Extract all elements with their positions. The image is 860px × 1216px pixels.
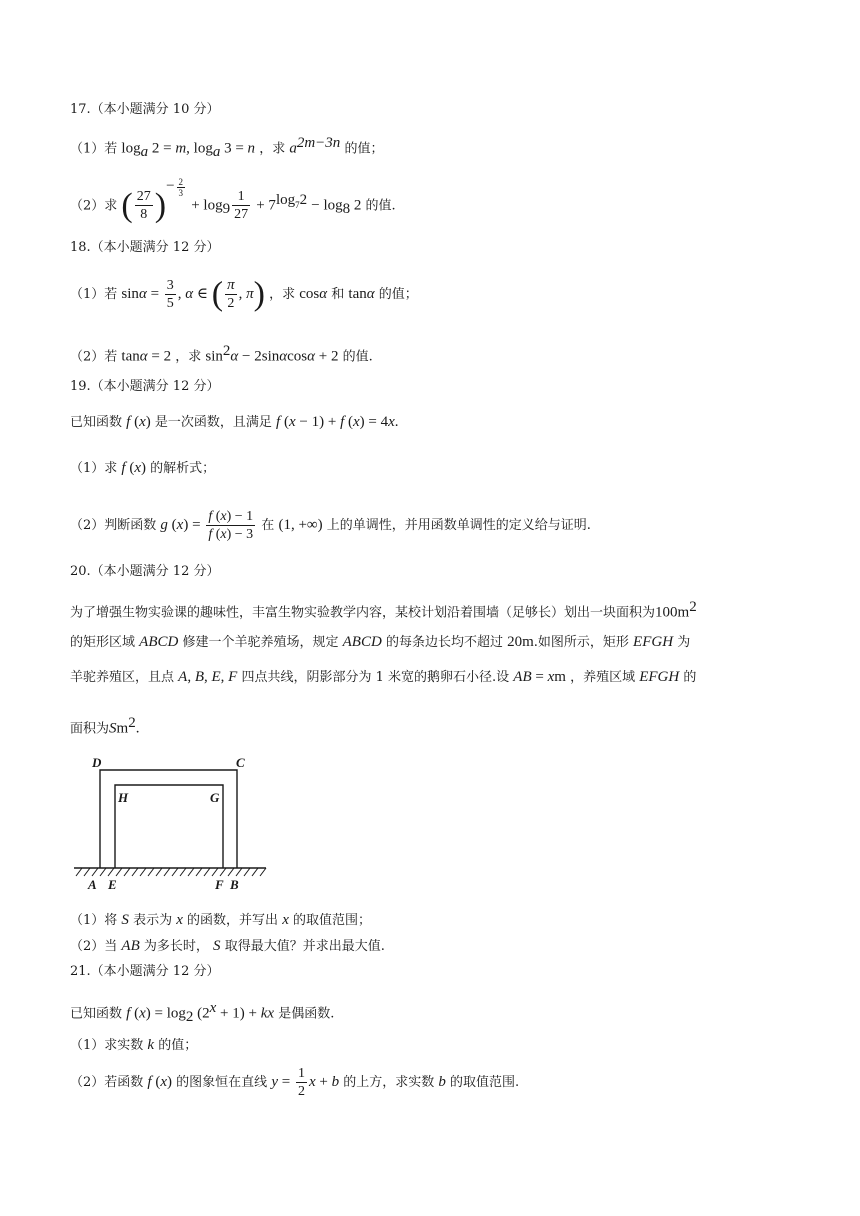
q17-part2: （2）求 ( $\frac{27}{8}$ )$^{- \frac{2}{3}}$ + $\log_9$ $\frac{1}{27}$ + $7^{log_72} - \log_8 2$ 的值. [70,177,396,224]
q17-header: 17.（本小题满分 10 分） [70,102,220,117]
q19-part2: （2）判断函数 g (x) = $\frac{f (x) - 1}{f (x) - 3}$ 在 (1, +∞) 上的单调性，并用函数单调性的定义给与证明. [70,509,591,542]
label-F: F [215,877,224,892]
q21-part2: （2）若函数 f (x) 的图象恒在直线 y = $\frac{1}{2}$ x + b 的上方，求实数 b 的取值范围. [70,1066,520,1099]
q20-header: 20.（本小题满分 12 分） [70,564,220,579]
inner-rect [115,785,223,868]
q20-para-line1: 为了增强生物实验课的趣味性，丰富生物实验教学内容，某校计划沿着围墙（足够长）划出一块面积为$100m^2$ [70,599,697,621]
label-C: C [236,755,245,770]
q19-part1: （1）求 f (x) 的解析式； [70,460,216,476]
q20-para-line4: 面积为Sm$^2$. [70,715,140,737]
label-D: D [92,755,102,770]
label-B: B [230,877,239,892]
q21-part1: （1）求实数 k 的值； [70,1037,198,1053]
label-G: G [210,790,220,805]
q19-header: 19.（本小题满分 12 分） [70,379,220,394]
q20-para-line2: 的矩形区域 ABCD 修建一个羊驼养殖场，规定 ABCD 的每条边长均不超过 20m.如图所示，矩形 EFGH 为 [70,634,691,650]
q20-part2: （2）当 AB 为多长时， S 取得最大值？并求出最大值. [70,938,385,954]
q20-figure [70,752,280,892]
q20-para-line3: 羊驼养殖区，且点 A, B, E, F 四点共线，阴影部分为 1 米宽的鹅卵石小径.设 AB = xm ，养殖区域 EFGH 的 [70,669,697,685]
q20-part1: （1）将 S 表示为 x 的函数，并写出 x 的取值范围； [70,912,372,928]
ground-hatching [76,868,266,876]
q19-intro: 已知函数 f (x) 是一次函数，且满足 f (x − 1) + f (x) = 4x. [70,414,399,430]
q21-header: 21.（本小题满分 12 分） [70,964,220,979]
label-H: H [118,790,129,805]
label-E: E [108,877,117,892]
q21-intro: 已知函数 f $(x) = \log_2 (2^x + 1)$ + kx 是偶函数. [70,1000,335,1025]
label-A: A [88,877,97,892]
q17-part1: （1）若 $\log_a 2 = m$, $\log_a 3 = n$ ，求 $a^{2m-3n}$ 的值； [70,135,384,160]
q18-part2: （2）若 tanα = 2 ，求 $\sin^2\alpha - 2\sin\alpha\cos\alpha + 2$ 的值. [70,343,373,365]
q18-header: 18.（本小题满分 12 分） [70,240,220,255]
q18-part1: （1）若 sinα = $\frac{3}{5}$ , α ∈ ( $\frac{\pi}{2}$ , π) ，求 cosα 和 tanα 的值； [70,275,418,313]
